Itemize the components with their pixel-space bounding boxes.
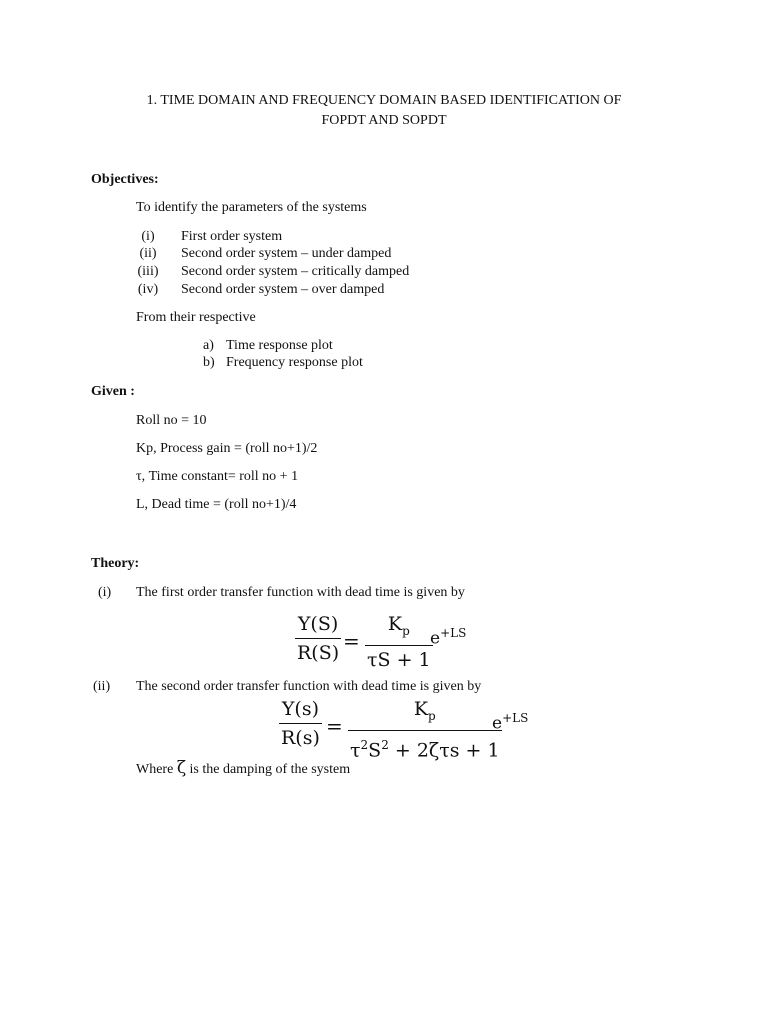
equation-rhs-denominator: τS + 1 [367, 648, 431, 671]
objectives-intro: To identify the parameters of the systems [136, 200, 367, 215]
list-item-number: b) [203, 355, 215, 370]
list-item: First order system [181, 229, 283, 244]
theory-item-text: The second order transfer function with dead time is given by [136, 679, 482, 694]
equation-rhs-numerator: $K_p$ [413, 698, 436, 723]
theory-item-number: (ii) [93, 679, 111, 694]
list-item: Time response plot [226, 338, 333, 353]
equation-lhs-fraction [295, 612, 341, 665]
title-line-2: FOPDT AND SOPDT [321, 113, 447, 128]
fraction-bar [295, 638, 341, 639]
equation-lhs-numerator: Y(S) [297, 613, 339, 635]
given-heading: Given : [91, 384, 135, 399]
list-item: Frequency response plot [226, 355, 363, 370]
equals-sign: = [326, 714, 343, 738]
fraction-bar [279, 723, 322, 724]
zeta-symbol: ζ [176, 758, 187, 778]
given-line: L, Dead time = (roll no+1)/4 [136, 497, 297, 512]
theory-item-number: (i) [98, 585, 112, 600]
title-line-1: 1. TIME DOMAIN AND FREQUENCY DOMAIN BASED IDENTIFICATION OF [146, 93, 622, 108]
list-item-number: (iii) [137, 264, 159, 279]
equation-rhs-numerator: $K_p$ [387, 613, 410, 638]
list-item: Second order system – critically damped [181, 264, 410, 279]
list-item: Second order system – under damped [181, 246, 392, 261]
list-item-number: (i) [141, 229, 155, 244]
equation-lhs-denominator: R(S) [297, 642, 340, 664]
fraction-bar [365, 645, 433, 646]
damping-note: Where ζ is the damping of the system [136, 758, 351, 778]
equation-lhs-denominator: R(s) [281, 727, 320, 749]
equation-rhs-fraction [365, 612, 433, 672]
equation-rhs-fraction [348, 697, 502, 762]
given-line: Kp, Process gain = (roll no+1)/2 [136, 441, 318, 456]
list-item: Second order system – over damped [181, 282, 385, 297]
exponential-term: $e^{+LS}$ [492, 711, 529, 734]
exponential-term: $e^{+LS}$ [430, 626, 467, 649]
from-respective-text: From their respective [136, 310, 256, 325]
objectives-heading: Objectives: [91, 172, 159, 187]
equation-lhs-numerator: Y(s) [281, 698, 319, 720]
fraction-bar [348, 730, 502, 731]
given-line: τ, Time constant= roll no + 1 [136, 469, 299, 484]
list-item-number: (iv) [137, 282, 159, 297]
list-item-number: (ii) [139, 246, 157, 261]
equation-lhs-fraction [279, 697, 322, 750]
given-line: Roll no = 10 [136, 413, 207, 428]
list-item-number: a) [203, 338, 214, 353]
theory-heading: Theory: [91, 556, 140, 571]
equation-rhs-denominator: $\tau^2S^2 + 2\zeta\tau s + 1$ [350, 737, 500, 762]
theory-item-text: The first order transfer function with dead time is given by [136, 585, 465, 600]
equals-sign: = [343, 629, 360, 653]
